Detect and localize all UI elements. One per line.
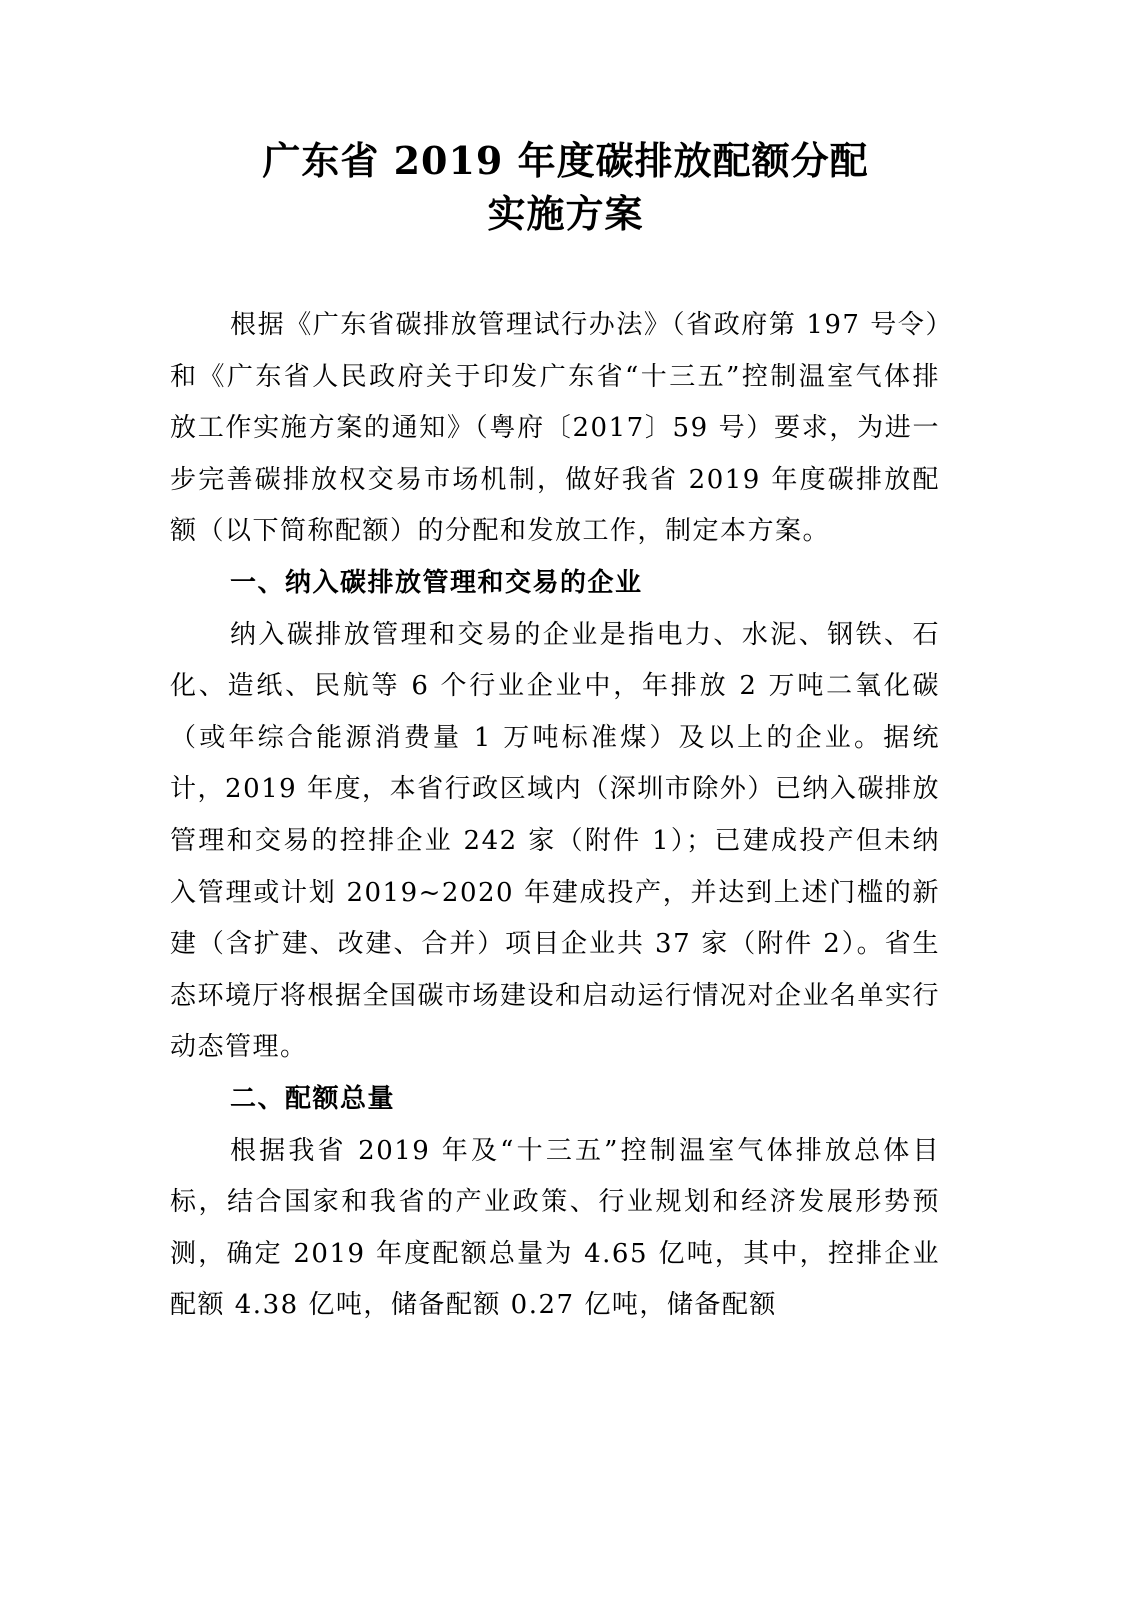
intro-paragraph: 根据《广东省碳排放管理试行办法》（省政府第 197 号令）和《广东省人民政府关于印发广东省“十三五”控制温室气体排放工作实施方案的通知》（粤府〔2017〕59 号）要求，为进一步完善碳排放权交易市场机制，做好我省 2019 年度碳排放配额（以下简称配额）的分配和发放工作，制定本方案。 xyxy=(170,310,940,547)
document-body xyxy=(170,300,940,1332)
document-title-line-2: 实施方案 xyxy=(487,191,644,236)
section-1-paragraph: 纳入碳排放管理和交易的企业是指电力、水泥、钢铁、石化、造纸、民航等 6 个行业企业中，年排放 2 万吨二氧化碳（或年综合能源消费量 1 万吨标准煤）及以上的企业。据统计，2019 年度，本省行政区域内（深圳市除外）已纳入碳排放管理和交易的控排企业 242 家（附件 1）；已建成投产但未纳入管理或计划 2019~2020 年建成投产，并达到上述门槛的新建（含扩建、改建、合并）项目企业共 37 家（附件 2）。省生态环境厅将根据全国碳市场建设和启动运行情况对企业名单实行动态管理。 xyxy=(170,619,941,1063)
document-title-line-1: 广东省 2019 年度碳排放配额分配 xyxy=(262,138,869,183)
section-1-heading: 一、纳入碳排放管理和交易的企业 xyxy=(230,567,643,598)
section-2-heading: 二、配额总量 xyxy=(230,1083,396,1114)
section-2-paragraph: 根据我省 2019 年及“十三五”控制温室气体排放总体目标，结合国家和我省的产业政策、行业规划和经济发展形势预测，确定 2019 年度配额总量为 4.65 亿吨，其中，控排企业配额 4.38 亿吨，储备配额 0.27 亿吨，储备配额 xyxy=(170,1135,940,1321)
